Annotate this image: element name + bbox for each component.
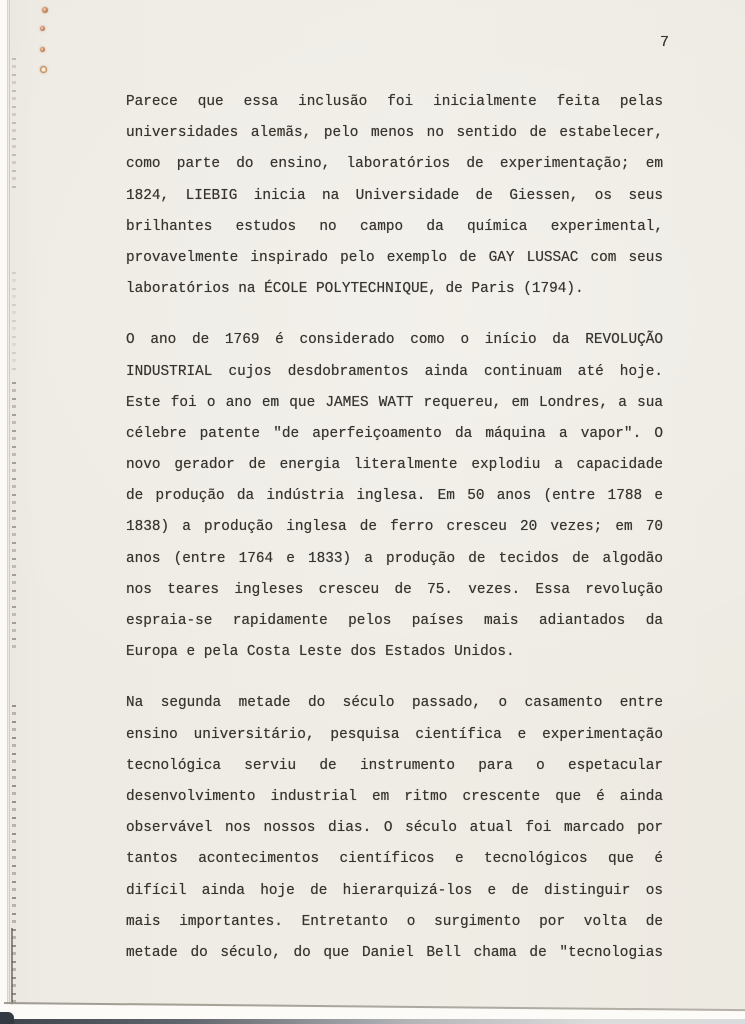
page-number: 7 [660,34,671,51]
text-line: célebre patente "de aperfeiçoamento da máquina a vapor". O [126,425,663,442]
page-text [126,87,663,969]
text-line: Parece que essa inclusão foi inicialmente feita pelas [126,94,663,110]
paragraph [126,688,663,969]
rust-spot [42,7,48,13]
text-line: brilhantes estudos no campo da química experimental, [126,218,663,235]
scan-speckle-band [12,382,16,650]
scan-speckle-band [12,272,16,372]
scan-bottom-shadow [0,1019,745,1024]
text-line: observável nos nossos dias. O século atual foi marcado por [126,820,663,837]
rust-spot [40,26,45,31]
text-line: Europa e pela Costa Leste dos Estados Unidos. [126,644,515,661]
rust-spot [40,66,47,73]
paper-crease-line [9,0,10,1024]
rust-spot [40,47,45,52]
text-line: 1824, LIEBIG inicia na Universidade de Giessen, os seus [126,187,663,204]
scan-corner-shadow [0,1012,14,1024]
text-line: de produção da indústria inglesa. Em 50 anos (entre 1788 e [126,488,663,505]
text-line: espraia-se rapidamente pelos países mais adiantados da [126,613,663,629]
text-line: universidades alemãs, pelo menos no sentido de estabelecer, [126,125,663,142]
paragraph [126,325,663,668]
scan-speckle-band [12,58,16,188]
text-line: nos teares ingleses cresceu de 75. vezes. Essa revolução [126,581,663,598]
text-line: tantos acontecimentos científicos e tecnológicos que é [126,851,663,868]
text-line: ensino universitário, pesquisa científica e experimentação [126,726,663,743]
text-line: Este foi o ano em que JAMES WATT requereu, em Londres, a sua [126,394,663,411]
text-line: anos (entre 1764 e 1833) a produção de tecidos de algodão [126,550,663,567]
text-line: tecnológica serviu de instrumento para o espetacular [126,757,663,774]
text-line: INDUSTRIAL cujos desdobramentos ainda continuam até hoje. [126,363,663,380]
text-line: 1838) a produção inglesa de ferro cresceu 20 vezes; em 70 [126,519,663,536]
text-line: desenvolvimento industrial em ritmo crescente que é ainda [126,788,663,805]
text-line: novo gerador de energia literalmente explodiu a capacidade [126,457,663,474]
text-line: provavelmente inspirado pelo exemplo de GAY LUSSAC com seus [126,249,663,266]
text-line: como parte do ensino, laboratórios de experimentação; em [126,156,663,173]
scan-left-edge [0,0,8,1024]
text-line: mais importantes. Entretanto o surgimento por volta de [126,913,663,930]
text-line: metade do século, do que Daniel Bell chama de "tecnologias [126,944,663,961]
paragraph [126,87,663,305]
text-line: O ano de 1769 é considerado como o início da REVOLUÇÃO [126,332,663,349]
text-line: Na segunda metade do século passado, o casamento entre [126,695,663,712]
scan-speckle-line [11,928,13,1010]
text-line: difícil ainda hoje de hierarquizá-los e de distinguir os [126,882,663,899]
text-line: laboratórios na ÉCOLE POLYTECHNIQUE, de Paris (1794). [126,281,584,298]
